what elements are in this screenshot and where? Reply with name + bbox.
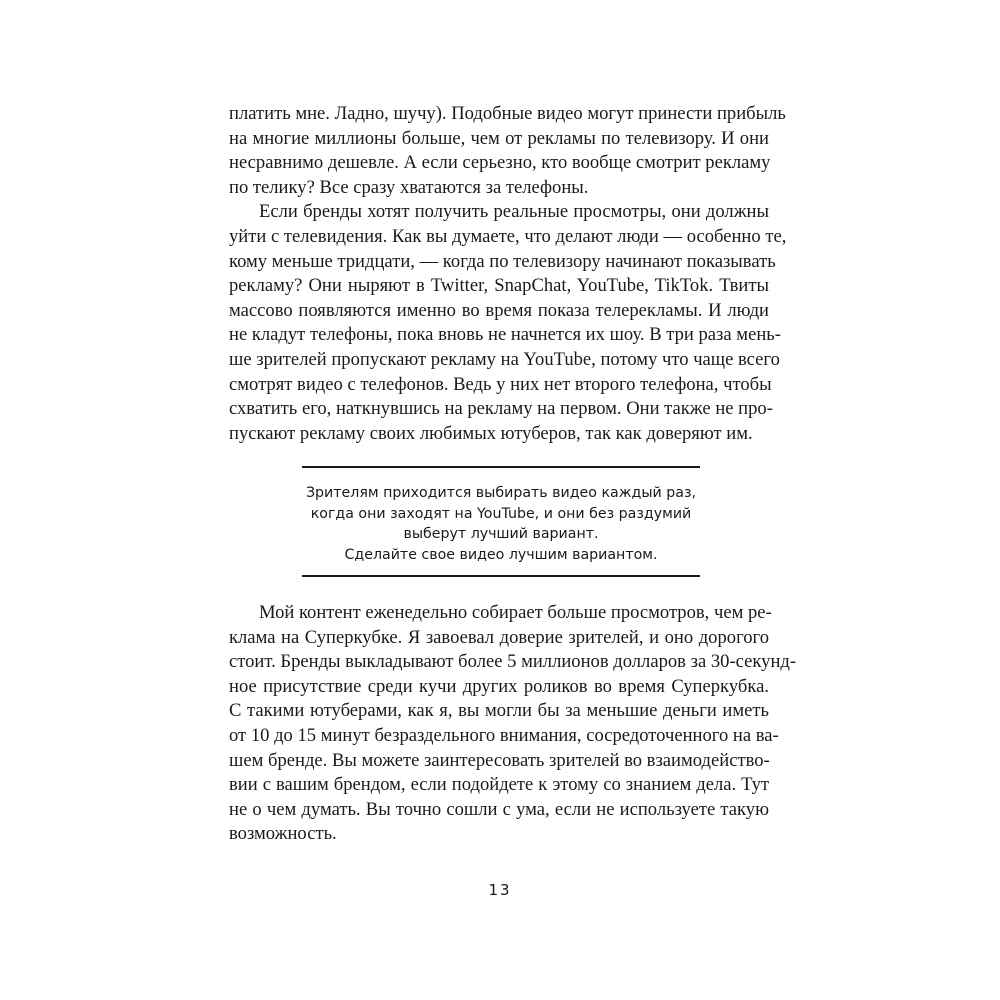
text-line: не о чем думать. Вы точно сошли с ума, если не используете такую — [229, 798, 769, 820]
text-line: схватить его, наткнувшись на рекламу на первом. Они также не про- — [229, 398, 773, 420]
text-line: пускают рекламу своих любимых ютуберов, так как доверяют им. — [229, 422, 753, 444]
pull-quote-text — [302, 483, 700, 565]
paragraph-continuation — [229, 102, 786, 200]
text-line: С такими ютуберами, как я, вы могли бы за меньшие деньги иметь — [229, 700, 769, 722]
pull-quote — [302, 466, 700, 578]
text-line: несравнимо дешевле. А если серьезно, кто вообще смотрит рекламу — [229, 152, 771, 174]
text-line: ное присутствие среди кучи других роликов во время Суперкубка. — [229, 675, 769, 697]
text-line: стоит. Бренды выкладывают более 5 миллионов долларов за 30-секунд- — [229, 651, 797, 673]
text-line: ше зрителей пропускают рекламу на YouTube, потому что чаще всего — [229, 348, 780, 370]
text-line: уйти с телевидения. Как вы думаете, что делают люди — особенно те, — [229, 225, 787, 247]
pull-quote-line: Сделайте свое видео лучшим вариантом. — [344, 546, 658, 563]
text-line: Если бренды хотят получить реальные просмотры, они должны — [259, 201, 769, 223]
page-number: 13 — [488, 881, 512, 899]
pull-quote-line: выберут лучший вариант. — [403, 526, 599, 542]
text-line: платить мне. Ладно, шучу). Подобные видео могут принести прибыль — [229, 103, 786, 124]
text-line: не кладут телефоны, пока вновь не начнется их шоу. В три раза мень- — [229, 324, 781, 346]
text-line: шем бренде. Вы можете заинтересовать зрителей во взаимодейство- — [229, 749, 770, 771]
text-line: по телику? Все сразу хватаются за телефоны. — [229, 176, 589, 198]
pull-quote-bottom-rule — [302, 575, 700, 577]
text-line: кому меньше тридцати, — когда по телевизору начинают показывать — [229, 250, 776, 272]
pull-quote-line: когда они заходят на YouTube, и они без раздумий — [310, 505, 692, 522]
text-line: от 10 до 15 минут безраздельного внимания, сосредоточенного на ва- — [229, 724, 779, 746]
text-line: массово появляются именно во время показа телерекламы. И люди — [229, 299, 769, 321]
body-text-top — [229, 102, 787, 446]
text-line: клама на Суперкубке. Я завоевал доверие зрителей, и оно дорогого — [229, 626, 769, 648]
text-line: вии с вашим брендом, если подойдете к этому со знанием дела. Тут — [229, 774, 769, 796]
text-line: Мой контент еженедельно собирает больше просмотров, чем ре- — [259, 602, 772, 623]
text-line: на многие миллионы больше, чем от рекламы по телевизору. И они — [229, 127, 769, 149]
body-text-bottom — [229, 601, 797, 847]
pull-quote-line: Зрителям приходится выбирать видео каждый раз, — [305, 485, 697, 501]
pull-quote-top-rule — [302, 466, 700, 468]
text-line: возможность. — [229, 823, 337, 845]
paragraph-brands-tv — [229, 200, 787, 446]
paragraph-superbowl — [229, 601, 797, 847]
text-line: рекламу? Они ныряют в Twitter, SnapChat, YouTube, TikTok. Твиты — [229, 275, 769, 297]
text-line: смотрят видео с телефонов. Ведь у них нет второго телефона, чтобы — [229, 373, 772, 395]
